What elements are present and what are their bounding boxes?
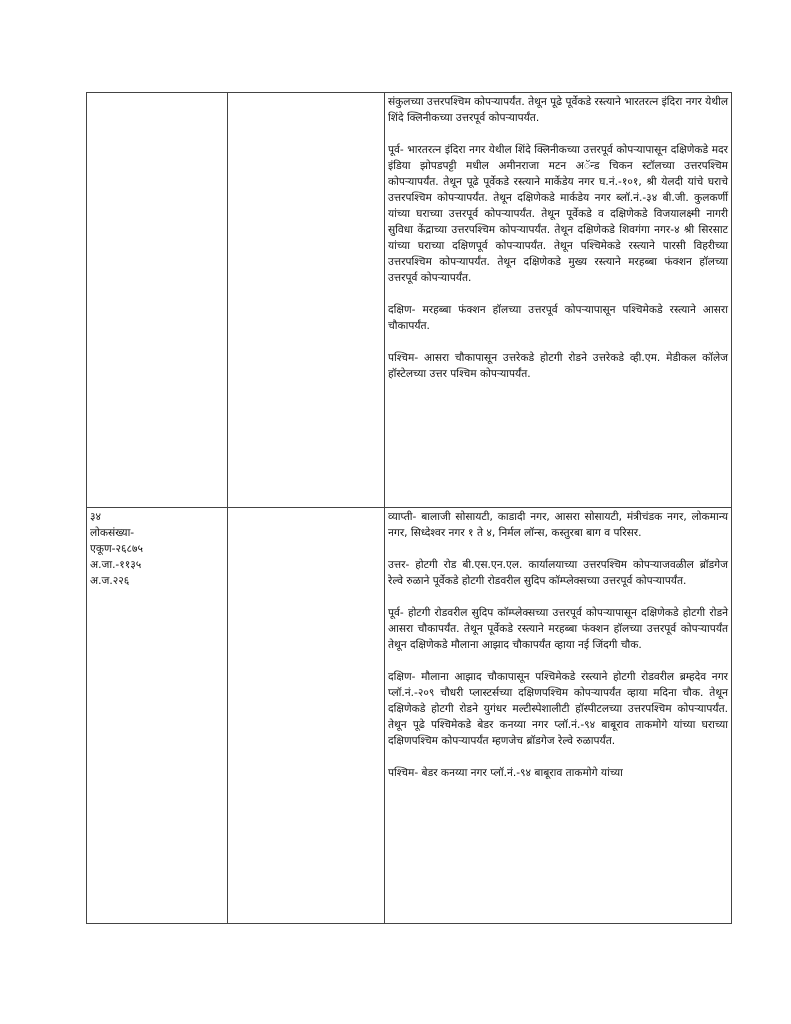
table-row (87, 93, 732, 508)
boundary-south: दक्षिण- मरहब्बा फंक्शन हॉलच्या उत्तरपूर्व कोपऱ्यापासून पश्चिमेकडे रस्त्याने आसरा चौकापर्यंत. (388, 304, 732, 332)
population-sc: अ.जा.-११३५ (90, 559, 142, 571)
population-total: एकूण-२६८७५ (90, 543, 144, 555)
ward-info-cell (87, 93, 228, 508)
population-st: अ.ज.२२६ (90, 575, 130, 587)
boundary-paragraph: संकुलच्या उत्तरपश्चिम कोपऱ्यापर्यंत. तेथून पूढे पूर्वेकडे रस्त्याने भारतरत्न इंदिरा नगर येथील शिंदे क्लिनीकच्या उत्तरपूर्व कोपऱ्यापर्यंत. (388, 96, 732, 124)
boundary-north: उत्तर- होटगी रोड बी.एस.एन.एल. कार्यालयाच्या उत्तरपश्चिम कोपऱ्याजवळील ब्रॉडगेज रेल्वे रुळाने पूर्वेकडे होटगी रोडवरील सुदिप कॉम्प्लेक्सच्या उत्तरपूर्व कोपऱ्यापर्यंत. (388, 559, 732, 587)
coverage-paragraph: व्याप्ती- बालाजी सोसायटी, काडादी नगर, आसरा सोसायटी, मंत्रीचंडक नगर, लोकमान्य नगर, सिध्देश्वर नगर १ ते ४, निर्मल लॉन्स, कस्तुरबा बाग व परिसर. (388, 511, 732, 539)
ward-info-cell (87, 508, 228, 924)
boundary-west: पश्चिम- बेडर कनय्या नगर प्लॉ.नं.-९४ बाबूराव ताकमोगे यांच्या (388, 767, 623, 779)
boundary-west: पश्चिम- आसरा चौकापासून उत्तरेकडे होटगी रोडने उत्तरेकडे व्ही.एम. मेडीकल कॉलेज हॉस्टेलच्या उत्तर पश्चिम कोपऱ्यापर्यंत. (388, 352, 732, 380)
table-row (87, 508, 732, 924)
boundary-south: दक्षिण- मौलाना आझाद चौकापासून पश्चिमेकडे रस्त्याने होटगी रोडवरील ब्रम्हदेव नगर प्लॉ.नं.-२०९ चौधरी प्लास्टर्सच्या दक्षिणपश्चिम कोपऱ्यापर्यंत व्हाया मदिना चौक. तेथून दक्षिणेकडे होटगी रोडने युगंधर मल्टीस्पेशालीटी हॉस्पीटलच्या उत्तरपश्चिम कोपऱ्यापर्यंत. तेथून पूढे पश्चिमेकडे बेडर कनय्या नगर प्लॉ.नं.-९४ बाबूराव ताकमोगे यांच्या घराच्या दक्षिणपश्चिम कोपऱ्यापर्यंत म्हणजेच ब्रॉडगेज रेल्वे रुळापर्यंत. (388, 671, 732, 747)
boundary-description-cell (385, 508, 732, 924)
boundary-east: पूर्व- होटगी रोडवरील सुदिप कॉम्प्लेक्सच्या उत्तरपूर्व कोपऱ्यापासून दक्षिणेकडे होटगी रोडने आसरा चौकापर्यंत. तेथून पूर्वेकडे रस्त्याने मरहब्बा फंक्शन हॉलच्या उत्तरपूर्व कोपऱ्यापर्यंत तेथून दक्षिणेकडे मौलाना आझाद चौकापर्यंत व्हाया नई जिंदगी चौक. (388, 607, 732, 651)
empty-cell (228, 508, 385, 924)
population-label: लोकसंख्या- (90, 527, 135, 539)
boundary-description-cell (385, 93, 732, 508)
ward-number: ३४ (90, 511, 102, 523)
empty-cell (228, 93, 385, 508)
boundary-east: पूर्व- भारतरत्न इंदिरा नगर येथील शिंदे क्लिनीकच्या उत्तरपूर्व कोपऱ्यापासून दक्षिणेकडे मदर इंडिया झोपडपट्टी मधील अमीनराजा मटन अॅन्ड चिकन स्टॉलच्या उत्तरपश्चिम कोपऱ्यापर्यंत. तेथून पूढे पूर्वेकडे रस्त्याने मार्केडेय नगर घ.नं.-१०१, श्री येलदी यांचे घराचे उत्तरपश्चिम कोपऱ्यापर्यंत. तेथून दक्षिणेकडे मार्कडेय नगर ब्लॉ.नं.-३४ बी.जी. कुलकर्णी यांच्या घराच्या उत्तरपूर्व कोपऱ्यापर्यंत. तेथून पूर्वेकडे व दक्षिणेकडे विजयालक्ष्मी नागरी सुविधा केंद्राच्या उत्तरपश्चिम कोपऱ्यापर्यंत. तेथून दक्षिणेकडे शिवगंगा नगर-४ श्री सिरसाट यांच्या घराच्या दक्षिणपूर्व कोपऱ्यापर्यंत. तेथून पश्चिमेकडे रस्त्याने पारसी विहरीच्या उत्तरपश्चिम कोपऱ्यापर्यंत. तेथून दक्षिणेकडे मुख्य रस्त्याने मरहब्बा फंक्शन हॉलच्या उत्तरपूर्व कोपऱ्यापर्यंत. (388, 144, 732, 284)
ward-boundary-table (86, 92, 732, 924)
